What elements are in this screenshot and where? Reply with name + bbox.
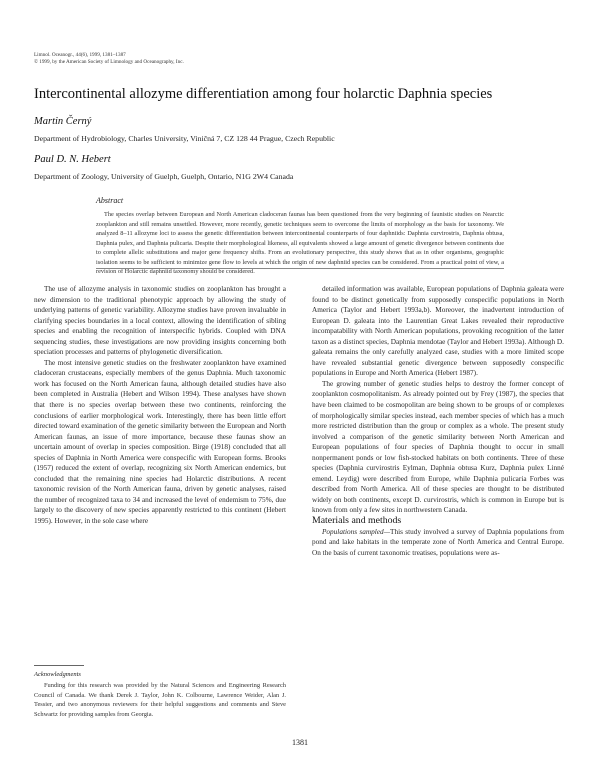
acknowledgments-text: Funding for this research was provided by the Natural Sciences and Engineering Research Council of Canada. We thank Derek J. Taylor, John K. Colbourne, Lawrence Weider, Alan J. Tessier, and two anonymous reviewers for their helpful suggestions and comments and Steve Schwartz for providing samples from Georgia. <box>34 682 286 718</box>
article-title: Intercontinental allozyme differentiation among four holarctic Daphnia species <box>34 86 493 102</box>
body-paragraph <box>312 527 564 559</box>
abstract-text: The species overlap between European and North American cladoceran faunas has been questioned from the very beginning of faunistic studies on Nearctic zooplankton and still remains unsettled. However, more recently, genetic techniques seem to overcome the limits of morphology as the basis for taxonomy. We analyzed 8–11 allozyme loci to assess the genetic differentiation between intercontinental counterparts of four daphniids: Daphnia curvirostris, Daphnia obtusa, Daphnia pulex, and Daphnia pulicaria. Despite their morphological likeness, all equivalents showed a large amount of genetic divergence between continents due to complete allelic substitutions and major gene frequency shifts. From an evolutionary perspective, this study shows that as in other organisms, geographic isolation seems to be sufficient to minimize gene flow to levels at which the origin of new daphniid species can be considered. From a practical point of view, a revision of Holarctic daphniid taxonomy should be considered. <box>96 211 504 275</box>
subsection-text: This study involved a survey of Daphnia populations from pond and lake habitats in the temperate zone of North America and Central Europe. On the basis of current taxonomic treatises, populations were as- <box>312 527 565 557</box>
page-number: 1381 <box>292 738 308 747</box>
acknowledgments-heading: Acknowledgments <box>34 671 81 678</box>
subsection-lead: Populations sampled— <box>322 527 391 536</box>
author-name: Paul D. N. Hebert <box>34 154 111 165</box>
abstract-heading: Abstract <box>96 196 124 205</box>
abstract-divider <box>96 268 504 269</box>
author-affiliation: Department of Zoology, University of Guelph, Guelph, Ontario, N1G 2W4 Canada <box>34 172 294 181</box>
copyright-line: © 1999, by the American Society of Limnology and Oceanography, Inc. <box>34 59 184 65</box>
footnote-divider <box>34 665 84 666</box>
citation-line: Limnol. Oceanogr., 44(6), 1999, 1381–1387 <box>34 52 126 58</box>
author-name: Martin Černý <box>34 116 92 127</box>
section-heading: Materials and methods <box>312 515 402 527</box>
body-paragraph: The growing number of genetic studies helps to destroy the former concept of zooplankton cosmopolitanism. As already pointed out by Frey (1987), the species that have been claimed to be cosmopolitan are being shown to be groups of or complexes of morphologically similar species instead, each member species of which has a much more restricted distribution than the group or complex as a whole. The present study involved a comparison of the genetic similarity between North American and European populations of four species of Daphnia thought to occur in small nonpermanent ponds or low fish-stocked habitats on both continents. Three of these species (Daphnia curvirostris Eylman, Daphnia obtusa Kurz, Daphnia pulex Linné emend. Leydig) were described from Europe, while Daphnia pulicaria Forbes was described from North America. All of these species are thought to be distributed widely on both continents, except D. curvirostris, which is common in Europe but is known from only a few sites in northwestern Canada. <box>312 379 564 515</box>
journal-citation <box>34 52 184 66</box>
right-column <box>312 284 564 558</box>
author-affiliation: Department of Hydrobiology, Charles University, Viničná 7, CZ 128 44 Prague, Czech Republic <box>34 134 335 143</box>
body-paragraph: The use of allozyme analysis in taxonomic studies on zooplankton has brought a new dimension to the traditional phenotypic approach by allowing the study of underlying patterns of genetic variability. Allozyme studies have proven invaluable in clarifying species boundaries in a local context, allowing the identification of sibling species and enabling the recognition of interspecific hybrids. Coupled with DNA sequencing studies, these investigations are now providing insights concerning both speciation processes and patterns of phylogenetic diversification. <box>34 285 286 357</box>
body-paragraph: The most intensive genetic studies on the freshwater zooplankton have examined cladoceran crustaceans, especially members of the genus Daphnia. Much taxonomic work has focused on the North American fauna, although detailed studies have also been completed in Australia (Hebert and Wilson 1994). These analyses have shown that there is no species overlap between these two continents, reinforcing the conclusions of earlier morphological work. Interestingly, there has been little effort directed toward examination of the genetic similarity between the European and North American faunas, an issue of more importance, because these faunas show an uncertain amount of overlap in species composition. Birge (1918) concluded that all species of Daphnia in North America were conspecific with European forms. Brooks (1957) reduced the extent of overlap, recognizing six North American endemics, but concluded that the remaining nine species had Holarctic distributions. A recent taxonomic revision of the North American fauna, driven by genetic analyses, raised the number of recognized taxa to 34 and increased the level of endemism to 75%, due largely to the discovery of new species apparently restricted to this continent (Hebert 1995). However, in the sole case where <box>34 358 286 526</box>
abstract <box>96 196 504 277</box>
left-column <box>34 284 286 527</box>
body-paragraph: detailed information was available, European populations of Daphnia galeata were found to be distinct genetically from supposedly conspecific populations in North America (Taylor and Hebert 1993a,b). Moreover, the inadvertent introduction of European D. galeata into the Laurentian Great Lakes revealed their reproductive incompatability with North American populations, provoking recognition of the latter taxon as a distinct species, Daphnia mendotae (Taylor and Hebert 1993a). Although D. galeata remains the only carefully analyzed case, studies with a more limited scope have revealed substantial genetic divergence between supposedly conspecific populations in Europe and North America (Hebert 1987). <box>312 285 564 378</box>
